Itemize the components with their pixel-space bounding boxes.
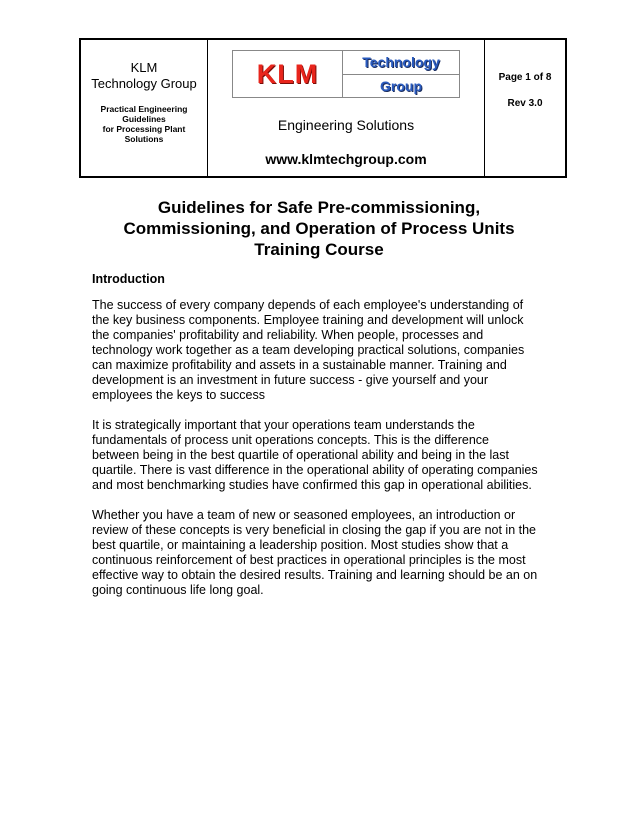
header-page-cell <box>485 40 565 176</box>
text-line: fundamentals of process unit operations concepts. This is the difference <box>92 433 489 447</box>
company-line-2: Technology Group <box>91 76 197 91</box>
text-line: going continuous life long goal. <box>92 583 264 597</box>
logo-klm-text: KLM <box>233 51 343 97</box>
text-line: between being in the best quartile of operational ability and being in the last <box>92 448 509 462</box>
body-text <box>92 298 552 613</box>
logo-right-block <box>343 51 459 97</box>
text-line: can maximize profitability and assets in a sustainable manner. Training and <box>92 358 507 372</box>
logo-group-text: Group <box>380 77 422 94</box>
company-name <box>81 60 207 92</box>
text-line: best quartile, or maintaining a leadership position. Most studies show that a <box>92 538 509 552</box>
text-line: the companies' profitability and reliability. When people, processes and <box>92 328 484 342</box>
tagline: Engineering Solutions <box>277 117 415 133</box>
text-line: technology work together as a team developing practical solutions, companies <box>92 343 525 357</box>
website: www.klmtechgroup.com <box>265 151 427 167</box>
revision: Rev 3.0 <box>507 98 543 109</box>
subtitle-line: Guidelines <box>122 114 166 124</box>
text-line: continuous reinforcement of best practices in operational principles is the most <box>92 553 526 567</box>
paragraph <box>92 418 552 493</box>
title-line: Training Course <box>254 240 384 259</box>
text-line: It is strategically important that your operations team understands the <box>92 418 475 432</box>
text-line: review of these concepts is very beneficial in closing the gap if you are not in the <box>92 523 537 537</box>
header-company-cell <box>81 40 208 176</box>
subtitle-line: Solutions <box>124 134 164 144</box>
page-number: Page 1 of 8 <box>498 72 552 83</box>
text-line: the key business components. Employee training and development will unlock <box>92 313 524 327</box>
logo-technology-text: Technology <box>343 51 459 75</box>
text-line: effective way to obtain the desired results. Training and learning should be an on <box>92 568 538 582</box>
klm-logo <box>232 50 460 98</box>
paragraph <box>92 508 552 598</box>
company-line-1: KLM <box>130 60 158 75</box>
document-title <box>60 197 578 260</box>
text-line: The success of every company depends of each employee's understanding of <box>92 298 524 312</box>
title-line: Commissioning, and Operation of Process Units <box>123 219 515 238</box>
paragraph <box>92 298 552 403</box>
subtitle-line: Practical Engineering <box>100 104 188 114</box>
text-line: employees the keys to success <box>92 388 265 402</box>
subtitle-line: for Processing Plant <box>102 124 186 134</box>
title-line: Guidelines for Safe Pre-commissioning, <box>157 198 481 217</box>
text-line: quartile. There is vast difference in the operational ability of operating companies <box>92 463 538 477</box>
company-subtitle <box>81 104 207 144</box>
header-logo-cell <box>208 40 485 176</box>
section-heading: Introduction <box>92 272 165 286</box>
text-line: Whether you have a team of new or seasoned employees, an introduction or <box>92 508 516 522</box>
document-header <box>79 38 567 178</box>
text-line: development is an investment in future success - give yourself and your <box>92 373 489 387</box>
text-line: and most benchmarking studies have confirmed this gap in operational abilities. <box>92 478 532 492</box>
